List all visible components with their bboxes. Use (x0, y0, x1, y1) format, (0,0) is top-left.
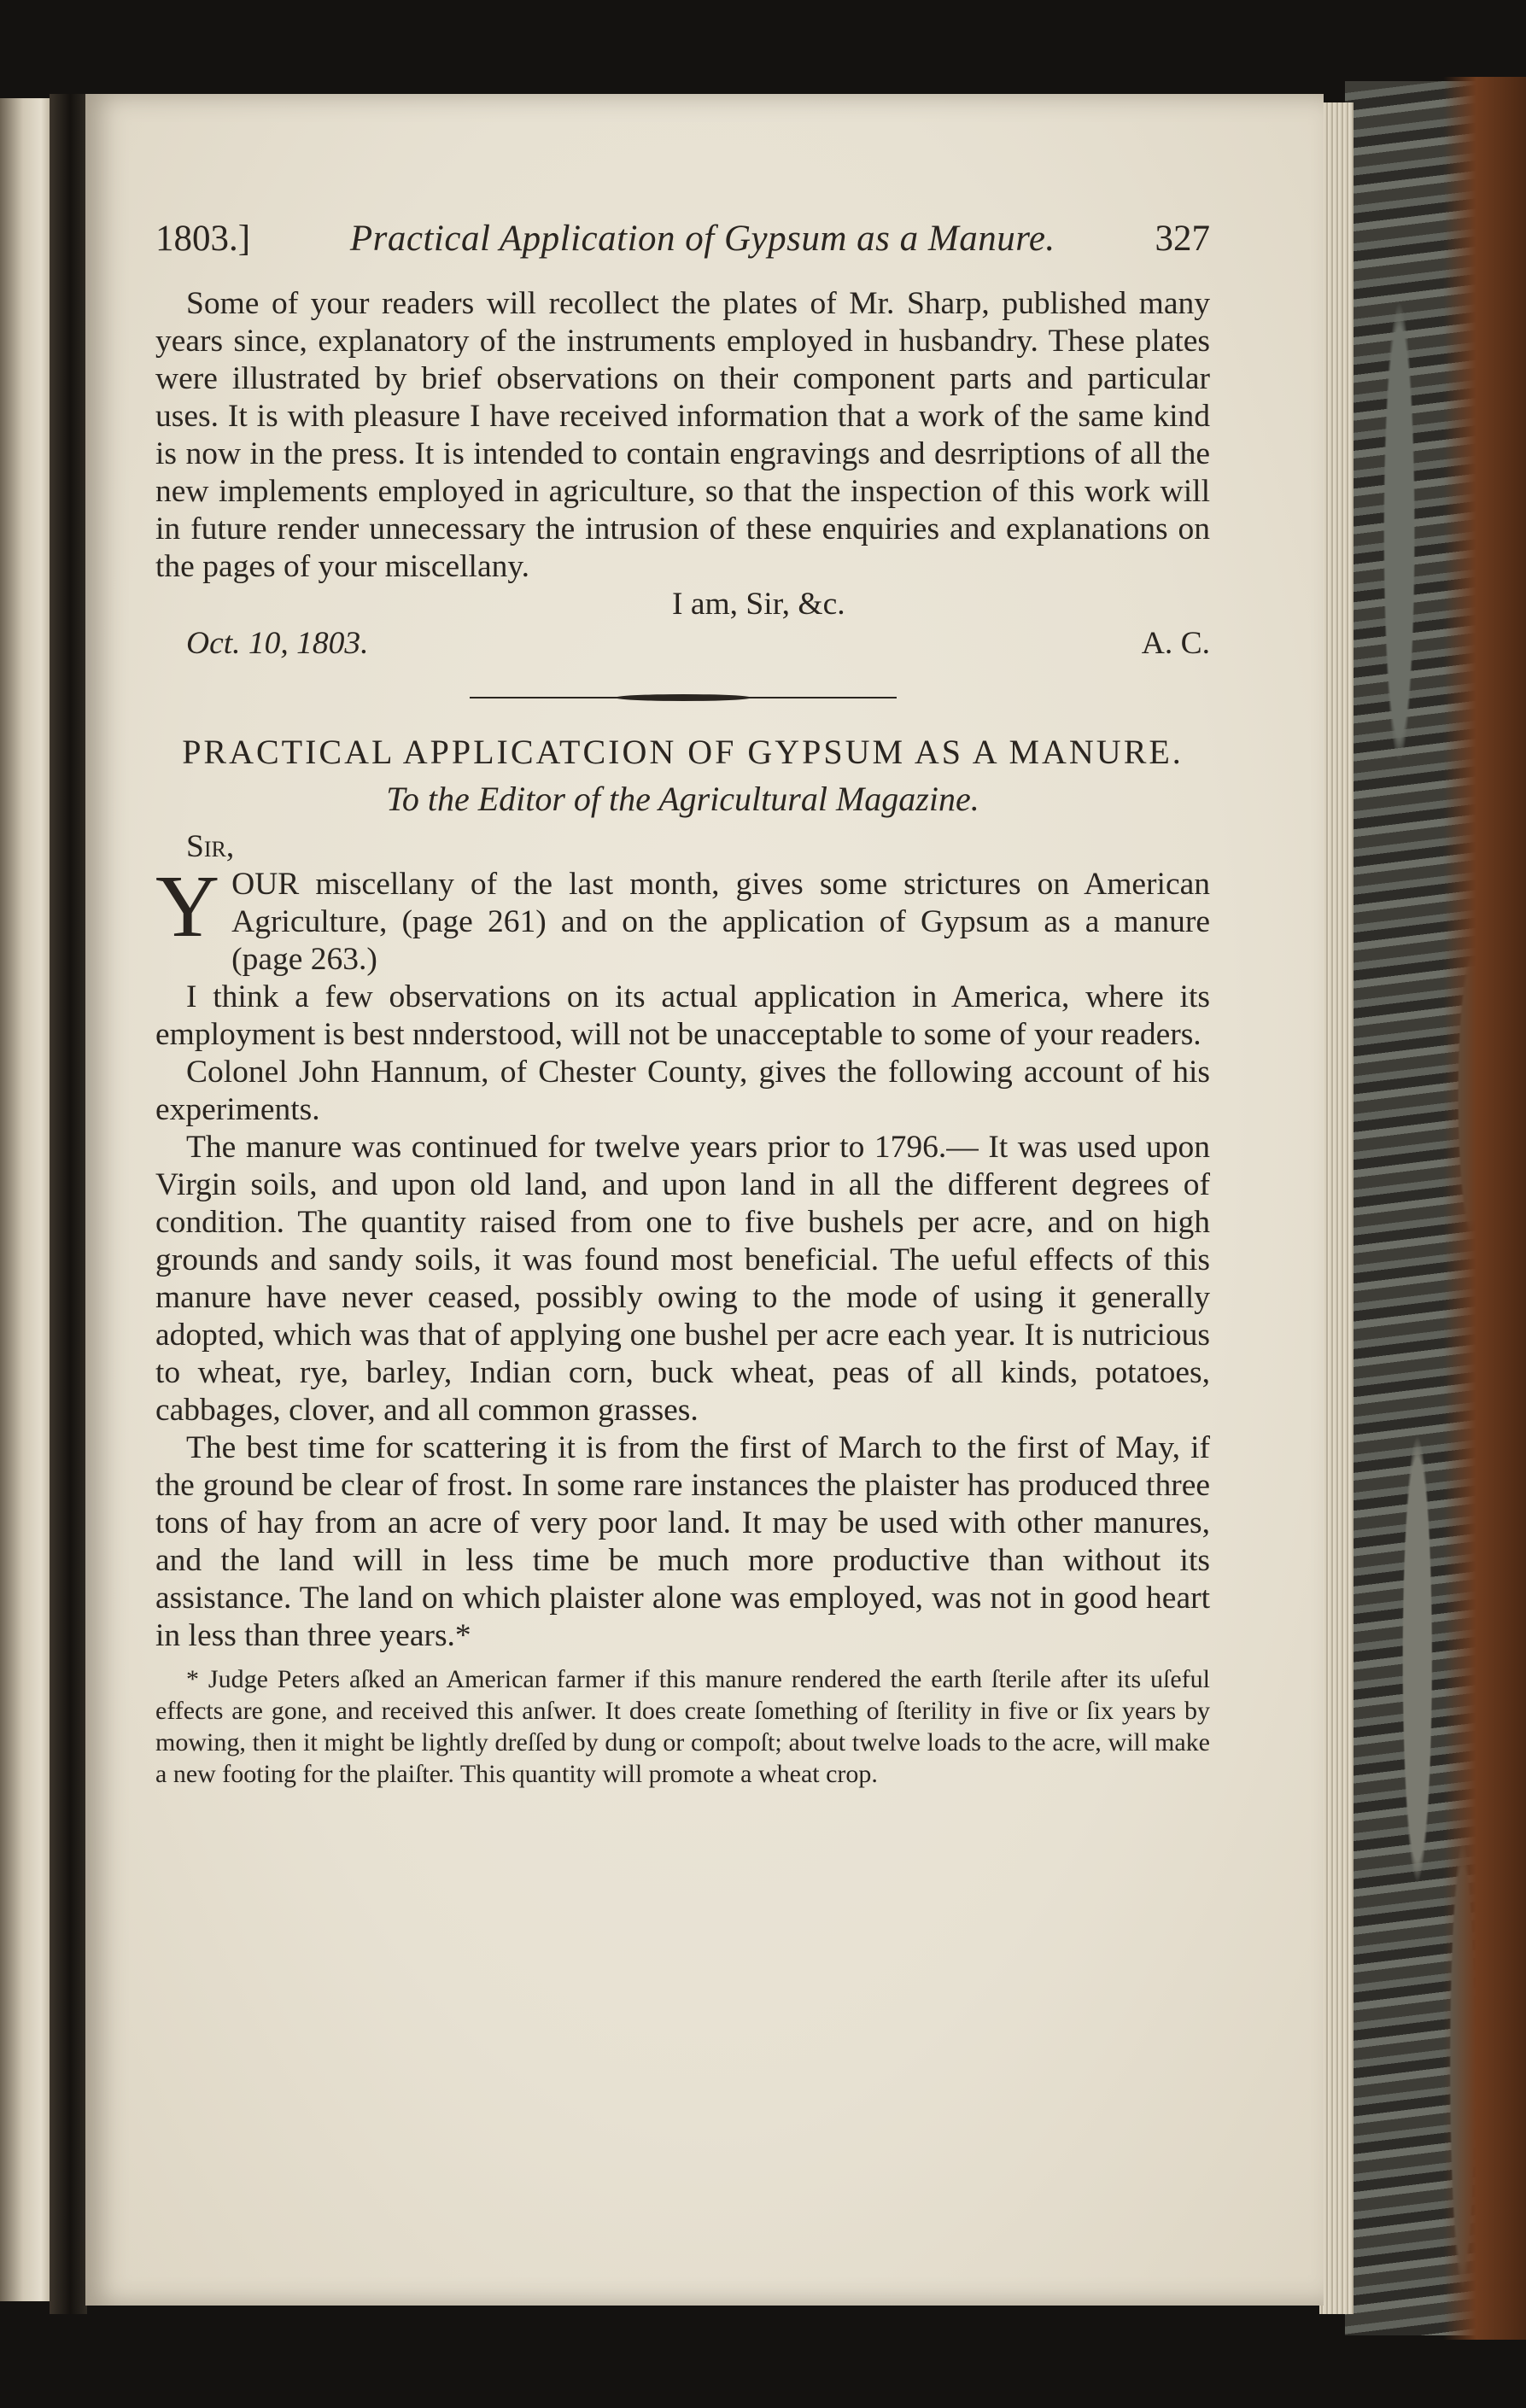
book-gutter (50, 94, 87, 2314)
page-text (155, 218, 1210, 1790)
article-subheading: To the Editor of the Agricultural Magazine. (386, 780, 979, 818)
body-paragraph: The best time for scattering it is from the first of March to the first of May, if the ground be clear of frost. In some rare instances the plaister has produced three tons of hay from an acre of very poor land. It may be used with other manures, and the land will in less time be much more productive than without its assistance. The land on which plaister alone was employed, was not in good heart in less than three years.* (155, 1430, 1210, 1653)
section-divider (470, 693, 897, 702)
drop-cap: Y (155, 857, 220, 956)
lead-paragraph (155, 857, 1210, 979)
facing-page-edge (0, 98, 51, 2301)
lead-text: OUR miscellany of the last month, gives some strictures on American Agriculture, (page 261) and on the application of Gypsum as a manure (page 263.) (231, 867, 1210, 977)
book-page (85, 94, 1324, 2306)
body-paragraph: The manure was continued for twelve years prior to 1796.— It was used upon Virgin soils, and upon old land, and upon land in all the different degrees of condition. The quantity raised from one to five bushels per acre, and on high grounds and sandy soils, it was found most beneficial. The ueful effects of this manure have never ceased, possibly owing to the mode of using it generally adopted, which was that of applying one bushel per acre each year. It is nutricious to wheat, rye, barley, Indian corn, buck wheat, peas of all kinds, potatoes, cabbages, clover, and all common grasses. (155, 1130, 1210, 1428)
salutation: Sir, (186, 829, 235, 864)
page-stack-edge (1319, 102, 1354, 2314)
body-paragraph: Colonel John Hannum, of Chester County, gives the following account of his experiments. (155, 1055, 1210, 1127)
article-heading: PRACTICAL APPLICATCION OF GYPSUM AS A MANURE. (182, 733, 1184, 771)
page-number: 327 (1155, 219, 1210, 259)
footnote: * Judge Peters aſked an American farmer if this manure rendered the earth ſterile after its uſeful effects are gone, and received this anſwer. It does create ſomething of ſterility in five or ſix years by mowing, then it might be lightly dreſſed by dung or compoſt; about twelve loads to the acre, will make a new footing for the plaiſter. This quantity will promote a wheat crop. (155, 1665, 1210, 1788)
intro-paragraph: Some of your readers will recollect the plates of Mr. Sharp, published many years since, explanatory of the instruments employed in husbandry. These plates were illustrated by brief observations on their component parts and particular uses. It is with pleasure I have received information that a work of the same kind is now in the press. It is intended to contain engravings and desrriptions of all the new implements employed in agriculture, so that the inspection of this work will in future render unnecessary the intrusion of these enquiries and explanations on the pages of your miscellany. (155, 286, 1210, 584)
letter-closing: I am, Sir, &c. (672, 587, 845, 622)
running-head (155, 218, 1210, 260)
running-head-year: 1803.] (155, 219, 251, 259)
letter-signature: A. C. (1141, 626, 1210, 661)
leather-spine-edge (1443, 77, 1526, 2340)
body-paragraph: I think a few observations on its actual application in America, where its employment is best nnderstood, will not be unacceptable to some of your readers. (155, 979, 1210, 1052)
date-line (155, 625, 1210, 663)
running-head-title: Practical Application of Gypsum as a Manure. (349, 219, 1055, 259)
letter-date: Oct. 10, 1803. (186, 626, 369, 661)
